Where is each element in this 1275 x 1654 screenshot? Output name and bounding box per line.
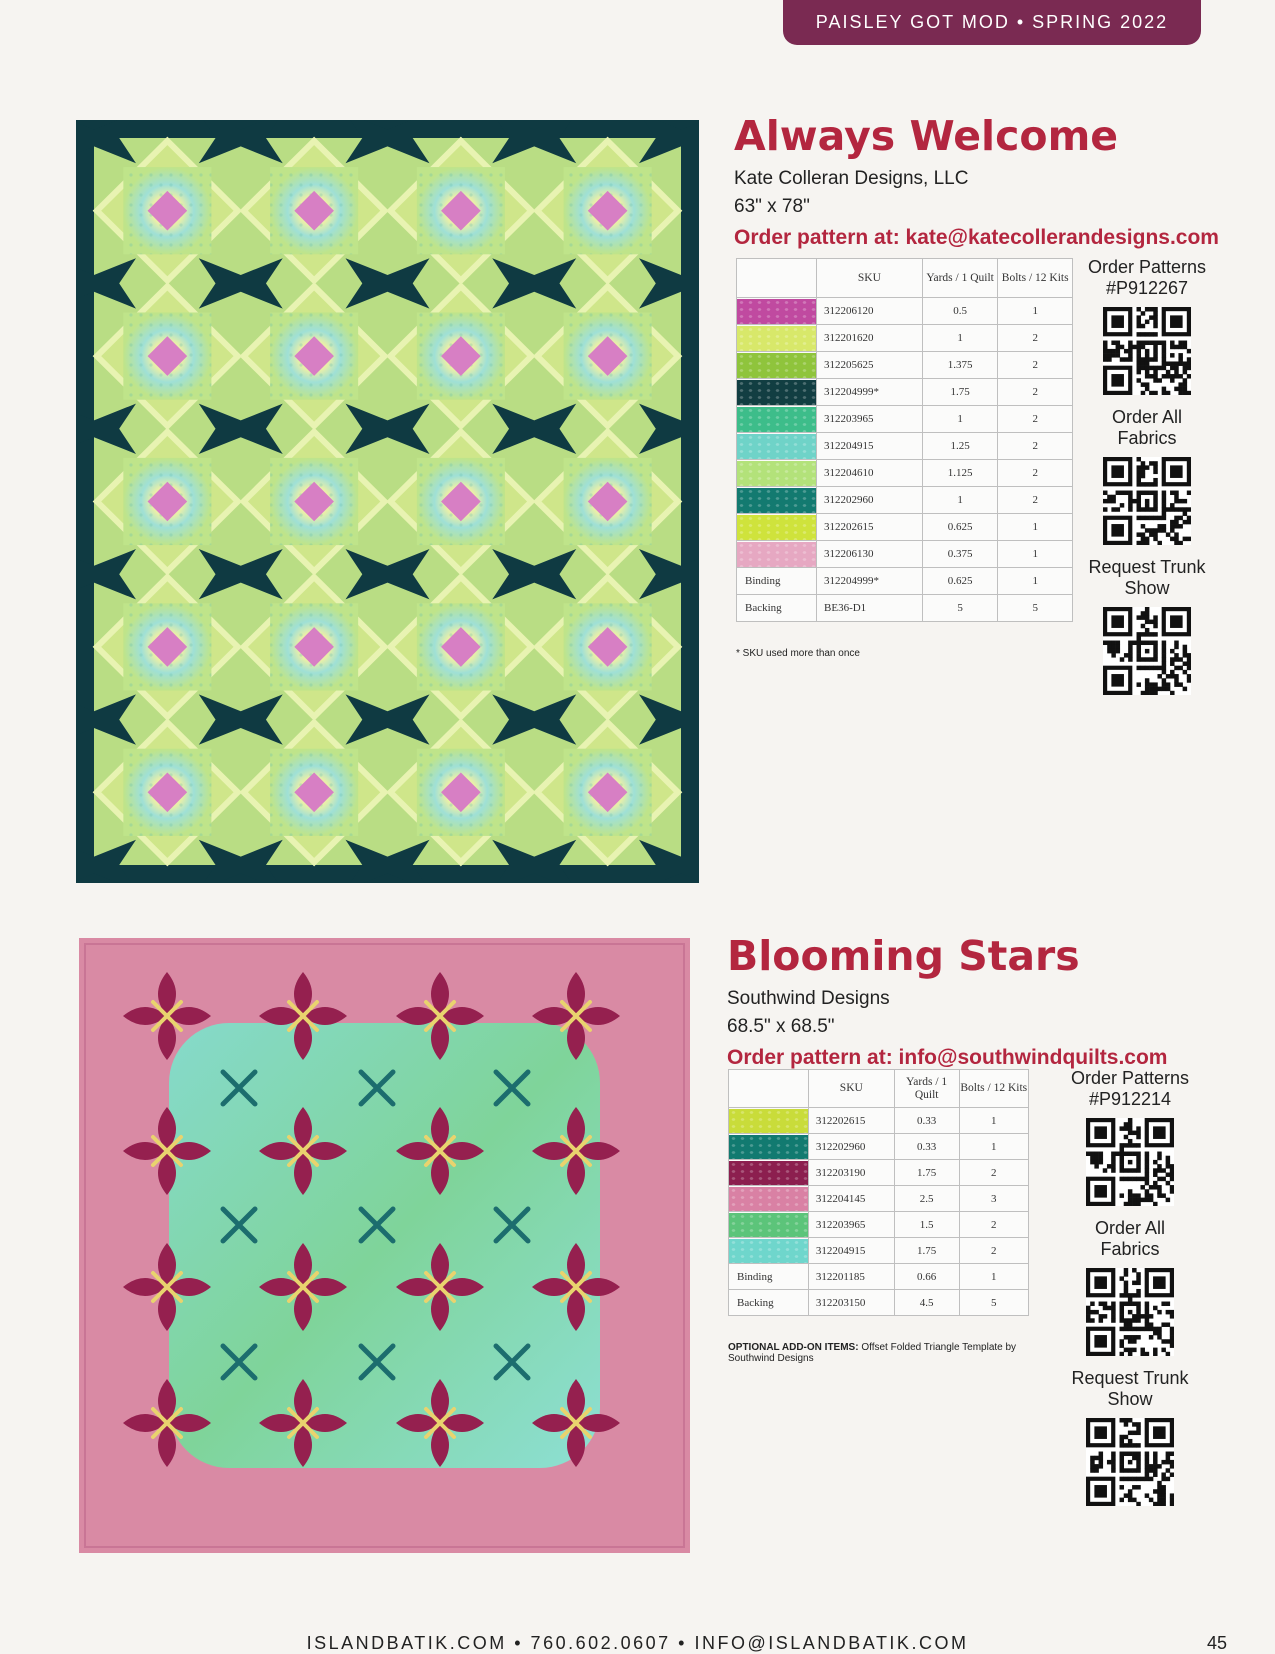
sku-cell: 312203965 xyxy=(817,406,923,433)
qr-code-icon[interactable] xyxy=(1103,457,1191,545)
table-header-row xyxy=(737,259,1073,298)
table-row xyxy=(737,595,1073,622)
table-row xyxy=(729,1134,1029,1160)
qr-code-icon[interactable] xyxy=(1086,1118,1174,1206)
yards-cell: 1.75 xyxy=(894,1160,959,1186)
table-row xyxy=(729,1160,1029,1186)
pattern-title: Always Welcome xyxy=(734,112,1119,160)
quilt-size: 68.5" x 68.5" xyxy=(727,1016,835,1037)
bolts-header: Bolts / 12 Kits xyxy=(998,259,1073,298)
bolts-cell: 1 xyxy=(959,1108,1028,1134)
table-row xyxy=(729,1264,1029,1290)
table-header-row xyxy=(729,1070,1029,1108)
sku-cell: 312204145 xyxy=(808,1186,894,1212)
bolts-cell: 2 xyxy=(959,1160,1028,1186)
qr-column xyxy=(1082,257,1212,707)
qr-label: Order Patterns #P912267 xyxy=(1087,257,1207,298)
qr-label: Request Trunk Show xyxy=(1088,557,1206,598)
fabric-swatch xyxy=(729,1212,809,1238)
fabric-swatch xyxy=(737,379,817,406)
qr-column xyxy=(1065,1068,1195,1518)
order-pattern-link[interactable]: Order pattern at: kate@katecollerandesigns.com xyxy=(734,226,1219,249)
sku-cell: 312202615 xyxy=(808,1108,894,1134)
row-label: Binding xyxy=(729,1264,809,1290)
yards-cell: 0.625 xyxy=(922,514,998,541)
qr-label: Order All Fabrics xyxy=(1094,1218,1166,1259)
yards-cell: 4.5 xyxy=(894,1290,959,1316)
qr-code-icon[interactable] xyxy=(1086,1418,1174,1506)
qr-code-icon[interactable] xyxy=(1103,607,1191,695)
sku-cell: 312201185 xyxy=(808,1264,894,1290)
fabric-swatch xyxy=(737,352,817,379)
sku-cell: 312202615 xyxy=(817,514,923,541)
yards-cell: 1.5 xyxy=(894,1212,959,1238)
optional-add-on-note xyxy=(728,1342,1058,1364)
bolts-cell: 2 xyxy=(959,1212,1028,1238)
sku-cell: BE36-D1 xyxy=(817,595,923,622)
table-row xyxy=(737,433,1073,460)
yards-cell: 2.5 xyxy=(894,1186,959,1212)
table-row xyxy=(729,1212,1029,1238)
yards-cell: 1 xyxy=(922,406,998,433)
fabric-swatch xyxy=(729,1108,809,1134)
always-welcome-quilt-image xyxy=(76,120,699,883)
yards-cell: 1.125 xyxy=(922,460,998,487)
sku-cell: 312205625 xyxy=(817,352,923,379)
sku-header: SKU xyxy=(808,1070,894,1108)
fabric-swatch xyxy=(729,1134,809,1160)
fabric-swatch xyxy=(737,460,817,487)
sku-cell: 312204999* xyxy=(817,568,923,595)
bolts-cell: 2 xyxy=(998,352,1073,379)
designer-name: Southwind Designs xyxy=(727,988,890,1009)
qr-label: Order All Fabrics xyxy=(1111,407,1183,448)
yards-cell: 0.375 xyxy=(922,541,998,568)
qr-code-icon[interactable] xyxy=(1086,1268,1174,1356)
sku-cell: 312204610 xyxy=(817,460,923,487)
yards-header: Yards / 1 Quilt xyxy=(894,1070,959,1108)
table-row xyxy=(729,1108,1029,1134)
qr-label: Order Patterns #P912214 xyxy=(1070,1068,1190,1109)
bolts-cell: 5 xyxy=(959,1290,1028,1316)
yards-cell: 0.66 xyxy=(894,1264,959,1290)
quilt-center xyxy=(169,1023,600,1468)
sku-cell: 312203190 xyxy=(808,1160,894,1186)
bolts-cell: 2 xyxy=(998,406,1073,433)
row-label: Backing xyxy=(737,595,817,622)
bolts-cell: 2 xyxy=(998,487,1073,514)
table-row xyxy=(737,568,1073,595)
yards-cell: 1.75 xyxy=(894,1238,959,1264)
row-label: Backing xyxy=(729,1290,809,1316)
sku-cell: 312204999* xyxy=(817,379,923,406)
sku-cell: 312206120 xyxy=(817,298,923,325)
yards-header: Yards / 1 Quilt xyxy=(922,259,998,298)
footer-contact: ISLANDBATIK.COM • 760.602.0607 • INFO@ISLANDBATIK.COM xyxy=(306,1633,969,1653)
yards-cell: 0.33 xyxy=(894,1108,959,1134)
fabric-table xyxy=(736,258,1073,622)
yards-cell: 1 xyxy=(922,487,998,514)
always-welcome-section xyxy=(734,110,1219,252)
blooming-stars-section xyxy=(727,930,1167,1072)
table-row xyxy=(737,541,1073,568)
bolts-cell: 1 xyxy=(959,1134,1028,1160)
sku-cell: 312202960 xyxy=(817,487,923,514)
table-row xyxy=(737,460,1073,487)
fabric-swatch xyxy=(737,325,817,352)
fabric-swatch xyxy=(737,541,817,568)
designer-name: Kate Colleran Designs, LLC xyxy=(734,168,969,189)
yards-cell: 0.625 xyxy=(922,568,998,595)
pattern-title: Blooming Stars xyxy=(727,932,1080,980)
quilt-size: 63" x 78" xyxy=(734,196,810,217)
sku-cell: 312206130 xyxy=(817,541,923,568)
table-row xyxy=(737,514,1073,541)
yards-cell: 1.375 xyxy=(922,352,998,379)
fabric-table xyxy=(728,1069,1029,1316)
row-label: Binding xyxy=(737,568,817,595)
bolts-cell: 3 xyxy=(959,1186,1028,1212)
bolts-cell: 2 xyxy=(998,460,1073,487)
bolts-cell: 1 xyxy=(959,1264,1028,1290)
yards-cell: 1.75 xyxy=(922,379,998,406)
fabric-swatch xyxy=(737,433,817,460)
sku-note: * SKU used more than once xyxy=(736,648,860,659)
table-row xyxy=(729,1290,1029,1316)
fabric-swatch xyxy=(729,1238,809,1264)
fabric-swatch xyxy=(729,1160,809,1186)
yards-cell: 0.5 xyxy=(922,298,998,325)
swatch-header xyxy=(729,1070,809,1108)
bolts-cell: 2 xyxy=(959,1238,1028,1264)
sku-cell: 312204915 xyxy=(808,1238,894,1264)
table-row xyxy=(737,379,1073,406)
fabric-swatch xyxy=(737,514,817,541)
page-number: 45 xyxy=(1207,1633,1228,1653)
bolts-cell: 2 xyxy=(998,379,1073,406)
qr-code-icon[interactable] xyxy=(1103,307,1191,395)
header-banner: PAISLEY GOT MOD • SPRING 2022 xyxy=(783,0,1201,45)
sku-cell: 312203150 xyxy=(808,1290,894,1316)
table-row xyxy=(737,298,1073,325)
table-row xyxy=(737,487,1073,514)
note-label: OPTIONAL ADD-ON ITEMS: xyxy=(728,1342,859,1353)
yards-cell: 1.25 xyxy=(922,433,998,460)
sku-cell: 312202960 xyxy=(808,1134,894,1160)
yards-cell: 1 xyxy=(922,325,998,352)
sku-cell: 312204915 xyxy=(817,433,923,460)
bolts-header: Bolts / 12 Kits xyxy=(959,1070,1028,1108)
qr-label: Request Trunk Show xyxy=(1071,1368,1189,1409)
bolts-cell: 1 xyxy=(998,298,1073,325)
bolts-cell: 1 xyxy=(998,568,1073,595)
order-pattern-link[interactable]: Order pattern at: info@southwindquilts.com xyxy=(727,1046,1168,1069)
fabric-swatch xyxy=(737,487,817,514)
table-row xyxy=(737,406,1073,433)
fabric-swatch xyxy=(729,1186,809,1212)
bolts-cell: 1 xyxy=(998,541,1073,568)
sku-header: SKU xyxy=(817,259,923,298)
yards-cell: 0.33 xyxy=(894,1134,959,1160)
table-row xyxy=(737,352,1073,379)
note-text: Offset Folded Triangle Template by Southwind Designs xyxy=(728,1342,1017,1364)
sku-cell: 312201620 xyxy=(817,325,923,352)
bolts-cell: 1 xyxy=(998,514,1073,541)
yards-cell: 5 xyxy=(922,595,998,622)
blooming-stars-quilt-image xyxy=(79,938,690,1553)
sku-cell: 312203965 xyxy=(808,1212,894,1238)
fabric-swatch xyxy=(737,406,817,433)
table-row xyxy=(729,1186,1029,1212)
table-row xyxy=(737,325,1073,352)
fabric-swatch xyxy=(737,298,817,325)
swatch-header xyxy=(737,259,817,298)
bolts-cell: 2 xyxy=(998,433,1073,460)
bolts-cell: 2 xyxy=(998,325,1073,352)
bolts-cell: 5 xyxy=(998,595,1073,622)
table-row xyxy=(729,1238,1029,1264)
